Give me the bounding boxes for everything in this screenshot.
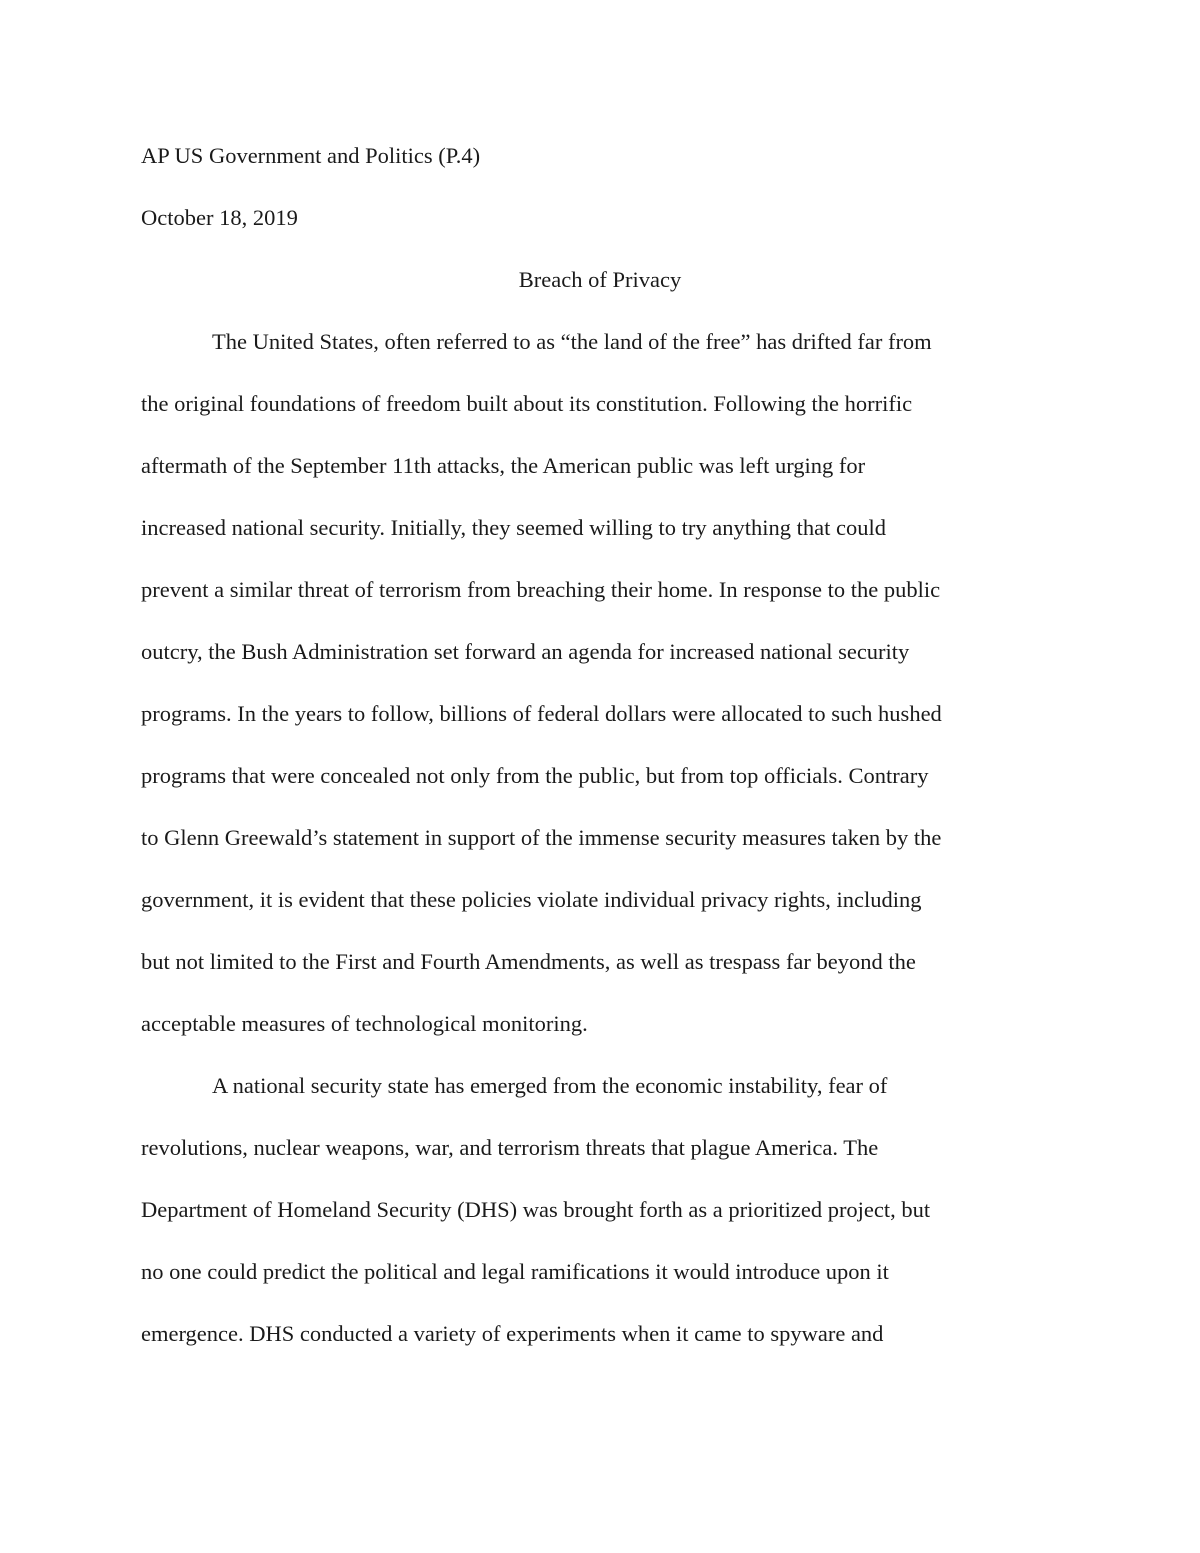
paragraph-1-line: but not limited to the First and Fourth Amendments, as well as trespass far beyond the (141, 949, 916, 974)
paragraph-2-line: emergence. DHS conducted a variety of experiments when it came to spyware and (141, 1321, 884, 1346)
paragraph-1-line: programs. In the years to follow, billions of federal dollars were allocated to such hushed (141, 701, 942, 726)
paragraph-1-line: The United States, often referred to as “the land of the free” has drifted far from (212, 329, 932, 354)
paragraph-1-line: programs that were concealed not only from the public, but from top officials. Contrary (141, 763, 929, 788)
paragraph-1-line: prevent a similar threat of terrorism from breaching their home. In response to the public (141, 577, 941, 602)
paragraph-1-line: aftermath of the September 11th attacks, the American public was left urging for (141, 453, 866, 478)
course-heading: AP US Government and Politics (P.4) (141, 143, 481, 168)
paragraph-2-line: A national security state has emerged from the economic instability, fear of (212, 1073, 888, 1098)
paragraph-2-line: revolutions, nuclear weapons, war, and terrorism threats that plague America. The (141, 1135, 879, 1160)
essay-title: Breach of Privacy (518, 267, 682, 292)
paragraph-1-line: increased national security. Initially, they seemed willing to try anything that could (141, 515, 887, 540)
date-line: October 18, 2019 (141, 205, 298, 230)
paragraph-1-line: acceptable measures of technological monitoring. (141, 1011, 588, 1036)
paragraph-2-line: Department of Homeland Security (DHS) was brought forth as a prioritized project, but (141, 1197, 931, 1222)
paragraph-1-line: government, it is evident that these policies violate individual privacy rights, including (141, 887, 922, 912)
paragraph-1-line: outcry, the Bush Administration set forward an agenda for increased national security (141, 639, 910, 664)
paragraph-1-line: to Glenn Greewald’s statement in support of the immense security measures taken by the (141, 825, 942, 850)
paragraph-2-line: no one could predict the political and legal ramifications it would introduce upon it (141, 1259, 889, 1284)
paragraph-1-line: the original foundations of freedom built about its constitution. Following the horrific (141, 391, 913, 416)
